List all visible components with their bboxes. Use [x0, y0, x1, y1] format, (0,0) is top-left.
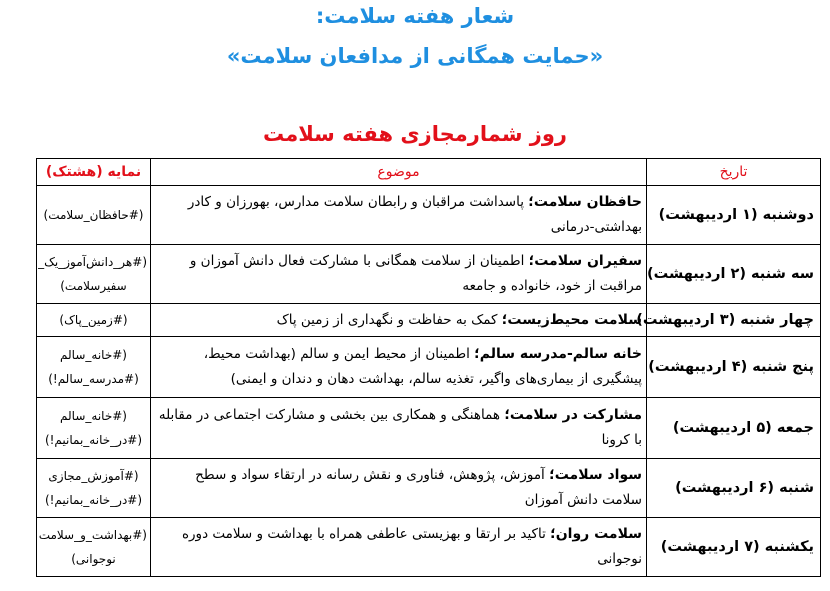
topic-title: سفیران سلامت؛: [528, 253, 642, 269]
row-date: چهار شنبه (۳ اردیبهشت): [647, 304, 821, 337]
row-date: سه شنبه (۲ اردیبهشت): [647, 245, 821, 304]
table-row: [37, 186, 821, 245]
slogan-label: شعار هفته سلامت:: [315, 4, 515, 28]
topic-description: آموزش، پژوهش، فناوری و نقش رسانه در ارتقاء سواد و سطح سلامت دانش آموزان: [195, 467, 642, 508]
topic-description: اطمینان از محیط ایمن و سالم (بهداشت محیط، پیشگیری از بیماری‌های واگیر، تغذیه سالم، بهداشت دهان و دندان و ایمنی): [203, 346, 642, 387]
row-topic: [151, 304, 647, 337]
row-hashtag: (#حافظان_سلامت): [37, 186, 151, 245]
table-header-row: [37, 159, 821, 186]
row-topic: [151, 398, 647, 459]
topic-title: مشارکت در سلامت؛: [504, 407, 642, 423]
row-hashtag: (#آموزش_مجازی (#در_خانه_بمانیم!): [37, 459, 151, 518]
header-date: تاریخ: [647, 159, 821, 186]
header-hashtag: نمایه (هشتک): [37, 159, 151, 186]
row-date: یکشنبه (۷ اردیبهشت): [647, 518, 821, 577]
row-date: پنج شنبه (۴ اردیبهشت): [647, 337, 821, 398]
topic-title: حافظان سلامت؛: [528, 194, 642, 210]
row-topic: [151, 186, 647, 245]
topic-title: سلامت محیط‌زیست؛: [501, 311, 642, 328]
table-row: [37, 398, 821, 459]
header-topic: موضوع: [151, 159, 647, 186]
table-row: [37, 518, 821, 577]
topic-description: تاکید بر ارتقا و بهزیستی عاطفی همراه با بهداشت و سلامت دوره نوجوانی: [181, 526, 642, 567]
table-row: [37, 245, 821, 304]
topic-description: پاسداشت مراقبان و رابطان سلامت مدارس، بهورزان و کادر بهداشتی-درمانی: [187, 194, 642, 235]
table-row: [37, 304, 821, 337]
row-hashtag: (#خانه_سالم (#مدرسه_سالم!): [37, 337, 151, 398]
row-hashtag: (#زمین_پاک): [37, 304, 151, 337]
row-date: جمعه (۵ اردیبهشت): [647, 398, 821, 459]
row-date: دوشنبه (۱ اردیبهشت): [647, 186, 821, 245]
schedule-table: [36, 158, 821, 577]
schedule-title: روز شمارمجازی هفته سلامت: [262, 122, 568, 146]
row-topic: [151, 337, 647, 398]
row-topic: [151, 518, 647, 577]
topic-description: کمک به حفاظت و نگهداری از زمین پاک: [276, 311, 502, 328]
row-hashtag: (#خانه_سالم (#در_خانه_بمانیم!): [37, 398, 151, 459]
table-row: [37, 337, 821, 398]
slogan-text: «حمایت همگانی از مدافعان سلامت»: [226, 44, 604, 68]
topic-title: سواد سلامت؛: [549, 467, 642, 483]
table-row: [37, 459, 821, 518]
row-topic: [151, 459, 647, 518]
row-topic: [151, 245, 647, 304]
row-date: شنبه (۶ اردیبهشت): [647, 459, 821, 518]
topic-description: هماهنگی و همکاری بین بخشی و مشارکت اجتماعی در مقابله با کرونا: [158, 407, 642, 448]
topic-title: خانه سالم-مدرسه سالم؛: [474, 346, 642, 362]
topic-title: سلامت روان؛: [550, 526, 642, 542]
row-hashtag: (#بهداشت_و_سلامت نوجوانی): [37, 518, 151, 577]
topic-description: اطمینان از سلامت همگانی با مشارکت فعال دانش آموزان و مراقبت از خود، خانواده و جامعه: [189, 253, 642, 294]
row-hashtag: (#هر_دانش‌آموز_یک_ سفیرسلامت): [37, 245, 151, 304]
